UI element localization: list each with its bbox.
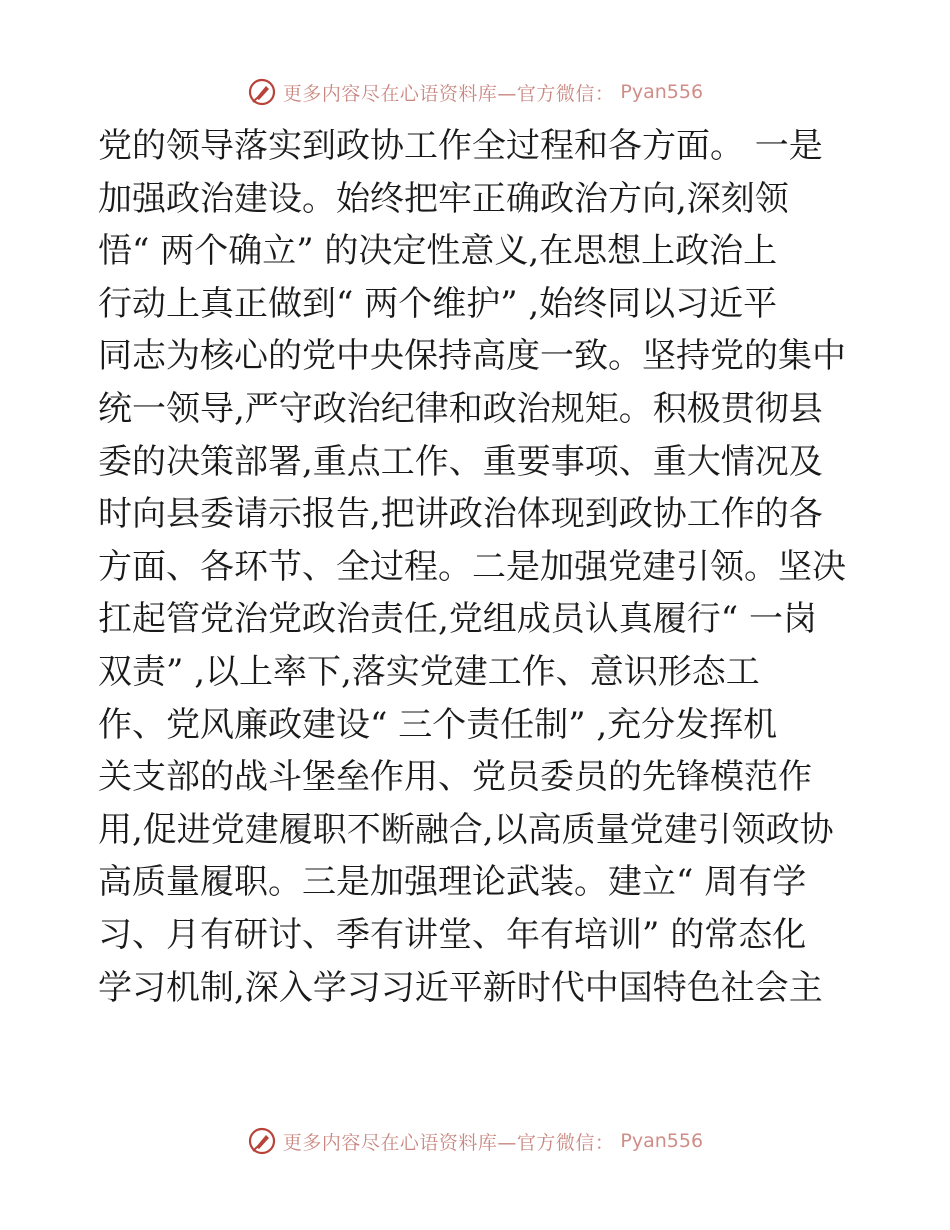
- text-line: 用,促进党建履职不断融合,以高质量党建引领政协: [98, 809, 834, 850]
- footer-watermark: [0, 1121, 950, 1161]
- text-line: 习、月有研讨、季有讲堂、年有培训” 的常态化: [98, 914, 807, 955]
- text-line: 双责” ,以上率下,落实党建工作、意识形态工: [98, 651, 760, 692]
- watermark-text: 更多内容尽在心语资料库—官方微信：: [282, 1131, 615, 1154]
- text-line: 高质量履职。三是加强理论武装。建立“ 周有学: [98, 862, 807, 903]
- text-line: 委的决策部署,重点工作、重要事项、重大情况及: [98, 441, 823, 482]
- text-line: 关支部的战斗堡垒作用、党员委员的先锋模范作: [98, 757, 812, 798]
- header-watermark: [0, 72, 950, 112]
- text-line: 党的领导落实到政协工作全过程和各方面。 一是: [98, 126, 823, 166]
- watermark-text: 更多内容尽在心语资料库—官方微信：: [282, 82, 615, 105]
- text-line: 悟“ 两个确立” 的决定性意义,在思想上政治上: [98, 231, 778, 272]
- watermark-wechat-id: Pyan556: [620, 1130, 704, 1152]
- text-line: 同志为核心的党中央保持高度一致。坚持党的集中: [98, 336, 846, 377]
- text-line: 时向县委请示报告,把讲政治体现到政协工作的各: [98, 494, 823, 535]
- text-line: 学习机制,深入学习习近平新时代中国特色社会主: [98, 967, 823, 1008]
- pen-nib-icon: [247, 77, 277, 107]
- text-line: 扛起管党治党政治责任,党组成员认真履行“ 一岗: [98, 599, 817, 640]
- watermark-wechat-id: Pyan556: [620, 81, 704, 103]
- document-body: [98, 120, 868, 1014]
- text-line: 统一领导,严守政治纪律和政治规矩。积极贯彻县: [98, 388, 823, 429]
- text-line: 行动上真正做到“ 两个维护” ,始终同以习近平: [98, 283, 778, 324]
- pen-nib-icon: [247, 1126, 277, 1156]
- text-line: 方面、各环节、全过程。二是加强党建引领。坚决: [98, 546, 846, 587]
- text-line: 作、党风廉政建设“ 三个责任制” ,充分发挥机: [98, 704, 778, 745]
- text-line: 加强政治建设。始终把牢正确政治方向,深刻领: [98, 178, 789, 219]
